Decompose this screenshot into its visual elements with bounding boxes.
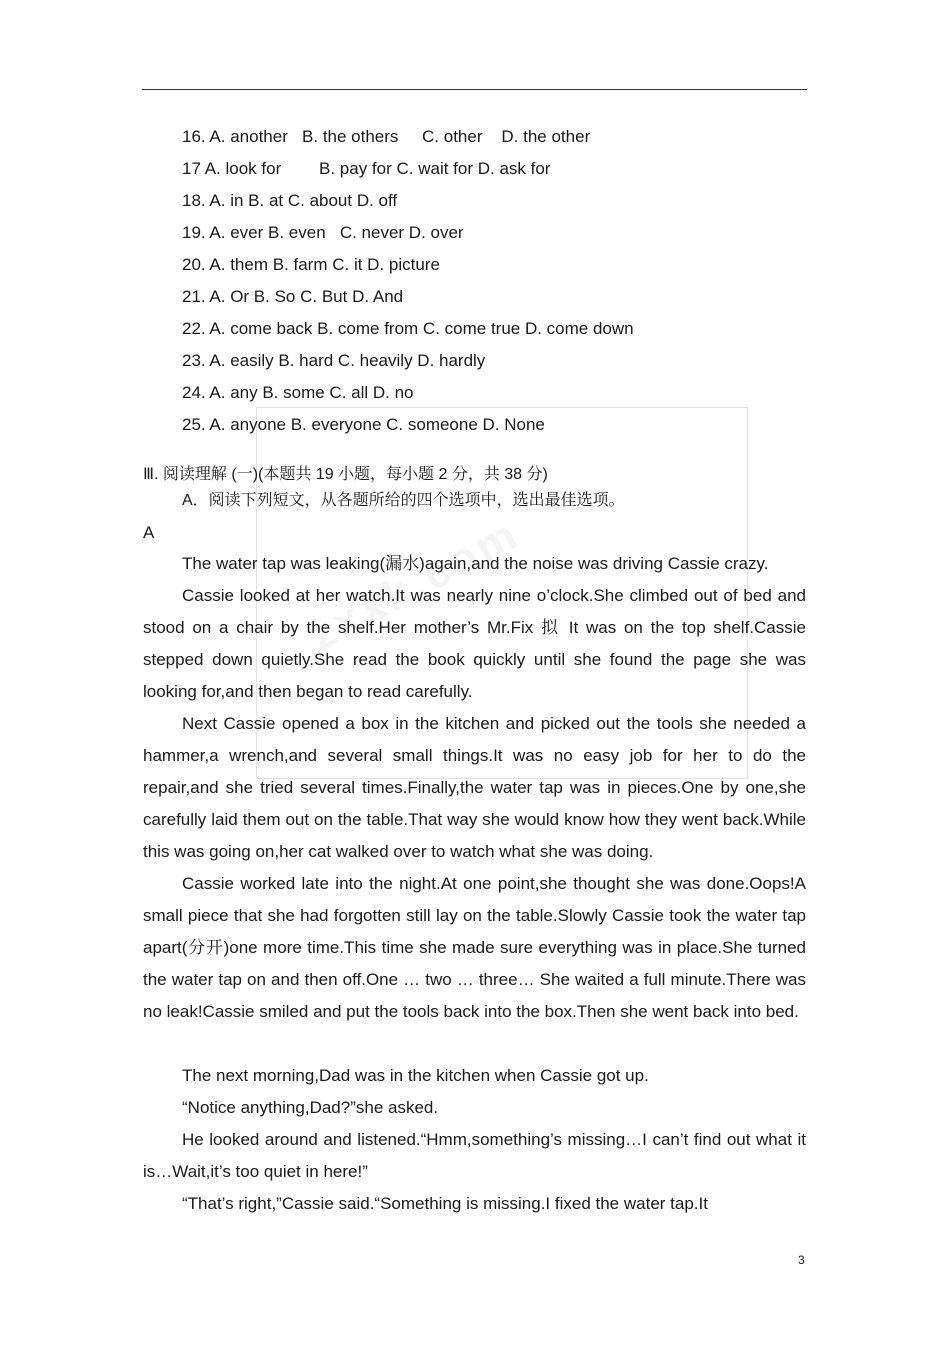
option-line-17: 17 A. look for B. pay for C. wait for D. ask for — [182, 159, 551, 178]
passage-paragraph-5: The next morning,Dad was in the kitchen when Cassie got up. — [182, 1066, 649, 1085]
passage-paragraph-1: The water tap was leaking(漏水)again,and the noise was driving Cassie crazy. — [182, 554, 769, 573]
option-line-19: 19. A. ever B. even C. never D. over — [182, 223, 464, 242]
option-line-20: 20. A. them B. farm C. it D. picture — [182, 255, 440, 274]
section-instruction: A．阅读下列短文，从各题所给的四个选项中，选出最佳选项。 — [182, 492, 625, 509]
option-line-16: 16. A. another B. the others C. other D. the other — [182, 127, 591, 146]
section-title: Ⅲ. 阅读理解 (一)(本题共 19 小题，每小题 2 分，共 38 分) — [143, 466, 548, 483]
option-line-21: 21. A. Or B. So C. But D. And — [182, 287, 404, 306]
option-line-23: 23. A. easily B. hard C. heavily D. hardly — [182, 351, 486, 370]
passage-paragraph-2: Cassie looked at her watch.It was nearly nine o’clock.She climbed out of bed and stood on a chair by the shelf.Her mother’s Mr.Fix 拟 It was on the top shelf.Cassie stepped down quietly.She read the book quickly until she found the page she was looking for,and then began to read carefully. — [143, 586, 806, 701]
passage-paragraph-3: Next Cassie opened a box in the kitchen and picked out the tools she needed a hammer,a wrench,and several small things.It was no easy job for her to do the repair,and she tried several times.Finally,the water tap was in pieces.One by one,she carefully laid them out on the table.That way she would know how they went back.While this was going on,her cat walked over to watch what she was doing. — [143, 714, 806, 861]
option-line-25: 25. A. anyone B. everyone C. someone D. None — [182, 415, 545, 434]
option-line-22: 22. A. come back B. come from C. come true D. come down — [182, 319, 634, 338]
passage-paragraph-6: “Notice anything,Dad?”she asked. — [182, 1098, 439, 1117]
passage-paragraph-8: “That’s right,”Cassie said.“Something is missing.I fixed the water tap.It — [182, 1194, 708, 1213]
page-number: 3 — [798, 1253, 805, 1267]
header-rule — [142, 89, 807, 90]
option-line-18: 18. A. in B. at C. about D. off — [182, 191, 398, 210]
option-line-24: 24. A. any B. some C. all D. no — [182, 383, 414, 402]
passage-paragraph-7: He looked around and listened.“Hmm,something’s missing…I can’t find out what it is…Wait,it’s too quiet in here!” — [143, 1130, 806, 1181]
passage-paragraph-4: Cassie worked late into the night.At one point,she thought she was done.Oops!A small piece that she had forgotten still lay on the table.Slowly Cassie took the water tap apart(分开)one more time.This time she made sure everything was in place.She turned the water tap on and then off.One … two … three… She waited a full minute.There was no leak!Cassie smiled and put the tools back into the box.Then she went back into bed. — [143, 874, 806, 1021]
passage-label: A — [143, 523, 155, 542]
